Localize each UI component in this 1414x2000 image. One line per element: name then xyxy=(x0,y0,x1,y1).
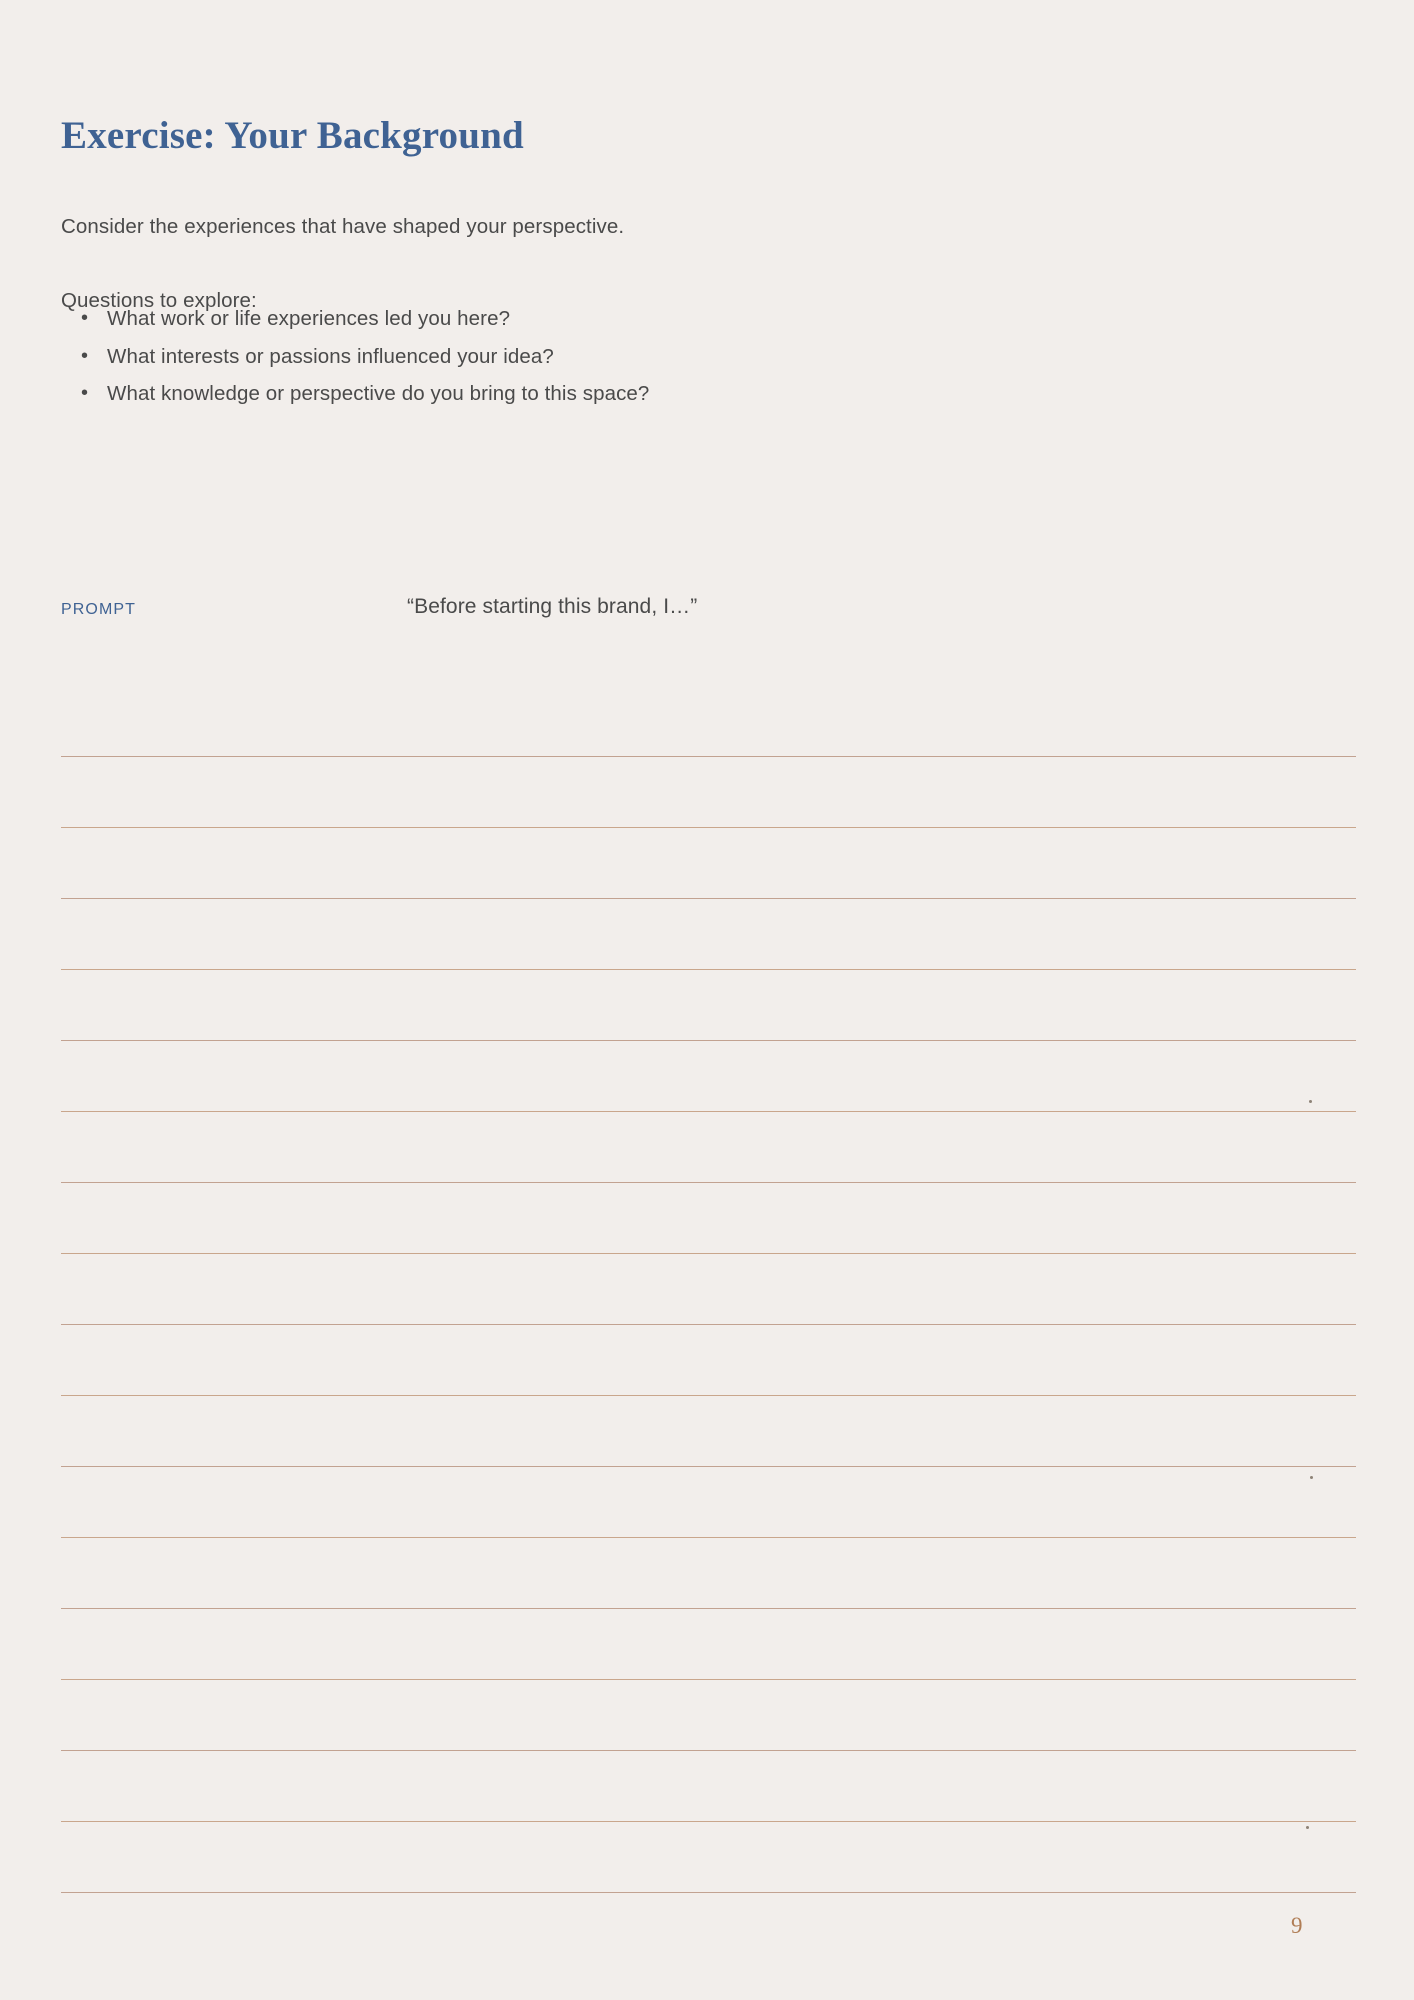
writing-line[interactable] xyxy=(61,1680,1356,1751)
writing-line[interactable] xyxy=(61,1822,1356,1893)
writing-line[interactable] xyxy=(61,970,1356,1041)
questions-label: Questions to explore: xyxy=(61,288,257,312)
writing-line[interactable] xyxy=(61,1112,1356,1183)
list-item: • What knowledge or perspective do you bring to this space? xyxy=(61,375,649,413)
writing-line[interactable] xyxy=(61,1396,1356,1467)
margin-dot-icon xyxy=(1310,1476,1313,1479)
page-number: 9 xyxy=(1291,1913,1303,1938)
writing-line[interactable] xyxy=(61,1467,1356,1538)
list-item: • What work or life experiences led you here? xyxy=(61,300,649,338)
questions-list xyxy=(61,300,649,413)
writing-line[interactable] xyxy=(61,1609,1356,1680)
writing-line[interactable] xyxy=(61,686,1356,757)
writing-line[interactable] xyxy=(61,1254,1356,1325)
writing-line[interactable] xyxy=(61,1538,1356,1609)
writing-lines[interactable] xyxy=(61,686,1356,1893)
writing-line[interactable] xyxy=(61,1325,1356,1396)
prompt-tag: PROMPT xyxy=(61,601,137,618)
intro-paragraph: Consider the experiences that have shaped your perspective. xyxy=(61,214,625,238)
margin-dot-icon xyxy=(1306,1826,1309,1829)
writing-line[interactable] xyxy=(61,1183,1356,1254)
writing-line[interactable] xyxy=(61,828,1356,899)
prompt-text: “Before starting this brand, I…” xyxy=(407,595,698,618)
writing-line[interactable] xyxy=(61,757,1356,828)
page-title: Exercise: Your Background xyxy=(61,114,524,158)
list-item: • What interests or passions influenced your idea? xyxy=(61,338,649,376)
margin-dot-icon xyxy=(1309,1100,1312,1103)
writing-line[interactable] xyxy=(61,899,1356,970)
writing-line[interactable] xyxy=(61,1751,1356,1822)
writing-line[interactable] xyxy=(61,1041,1356,1112)
